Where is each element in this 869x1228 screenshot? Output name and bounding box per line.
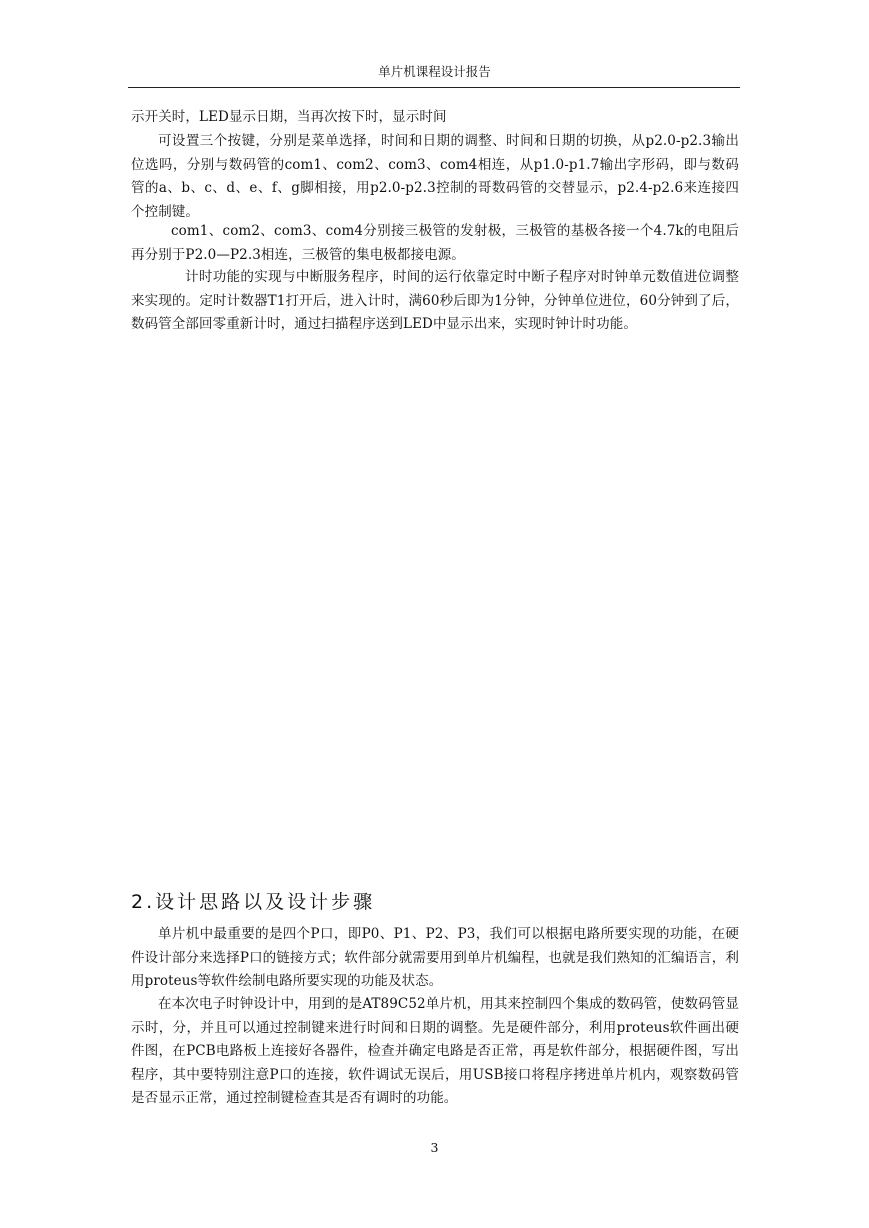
section-heading: 2.设计思路以及设计步骤 <box>131 891 376 913</box>
section-paragraph-1: 单片机中最重要的是四个P口，即P0、P1、P2、P3，我们可以根据电路所要实现的功能，在硬件设计部分来选择P口的链接方式；软件部分就需要用到单片机编程，也就是我们熟知的汇编语言，利用proteus等软件绘制电路所要实现的功能及状态。 <box>131 926 739 989</box>
body-paragraph-4: 计时功能的实现与中断服务程序，时间的运行依靠定时中断子程序对时钟单元数值进位调整来实现的。定时计数器T1打开后，进入计时，满60秒后即为1分钟，分钟单位进位，60分钟到了后，数码管全部回零重新计时，通过扫描程序送到LED中显示出来，实现时钟计时功能。 <box>131 269 739 332</box>
header-divider <box>128 87 740 88</box>
body-paragraph-3: com1、com2、com3、com4分别接三极管的发射极，三极管的基极各接一个4.7k的电阻后再分别于P2.0—P2.3相连，三极管的集电极都接电源。 <box>131 223 739 263</box>
section-paragraph-2: 在本次电子时钟设计中，用到的是AT89C52单片机，用其来控制四个集成的数码管，使数码管显示时，分，并且可以通过控制键来进行时间和日期的调整。先是硬件部分，利用proteus软件画出硬件图，在PCB电路板上连接好各器件，检查并确定电路是否正常，再是软件部分，根据硬件图，写出程序，其中要特别注意P口的连接，软件调试无误后，用USB接口将程序拷进单片机内，观察数码管是否显示正常，通过控制键检查其是否有调时的功能。 <box>131 996 739 1106</box>
page-header: 单片机课程设计报告 <box>378 64 491 79</box>
page-number: 3 <box>430 1140 439 1155</box>
body-paragraph-2: 可设置三个按键，分别是菜单选择，时间和日期的调整、时间和日期的切换，从p2.0-p2.3输出位选吗，分别与数码管的com1、com2、com3、com4相连，从p1.0-p1.7输出字形码，即与数码管的a、b、c、d、e、f、g脚相接，用p2.0-p2.3控制的哥数码管的交替显示，p2.4-p2.6来连接四个控制键。 <box>131 133 739 220</box>
body-paragraph-1: 示开关时，LED显示日期，当再次按下时，显示时间 <box>131 109 447 125</box>
